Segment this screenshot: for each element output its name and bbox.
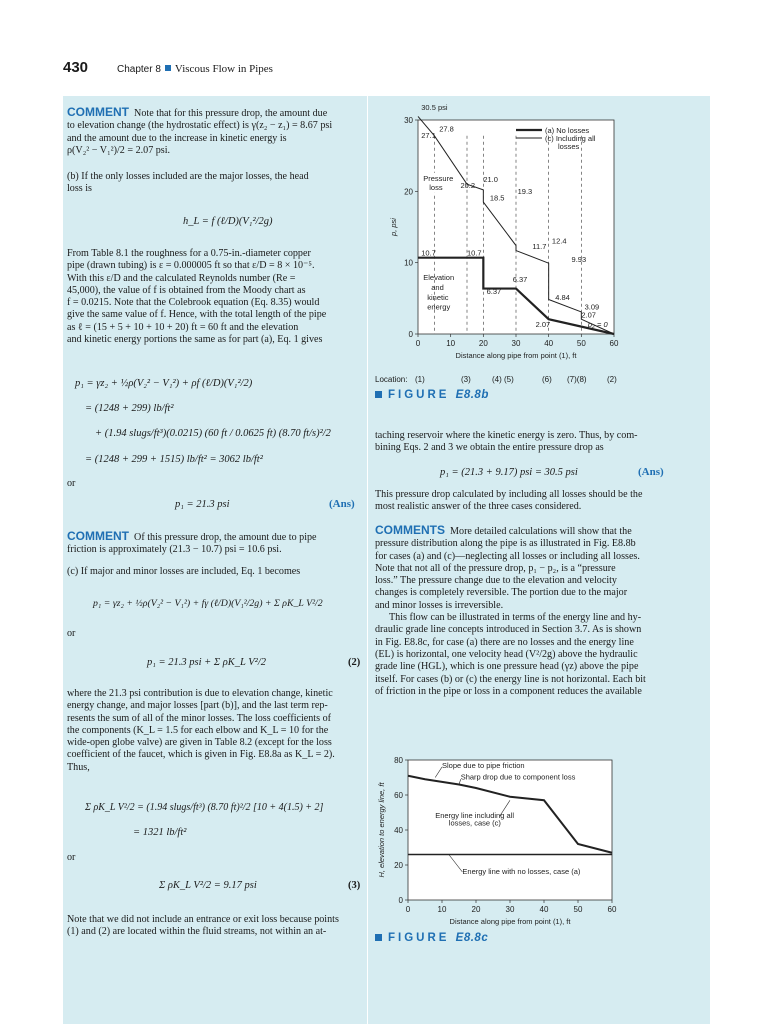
annotation-all-losses: Energy line including all [435,810,515,820]
text-line: pipe (drawn tubing) is ε = 0.000005 ft so that ε/D = 8 × 10⁻⁵. [67,260,315,272]
text-line: and kinetic energy portions the same as for part (a), Eq. 1 gives [67,334,323,346]
value-label: 2.07 [581,310,596,320]
value-label: 20.2 [460,180,476,190]
annotation-no-losses: Energy line with no losses, case (a) [462,866,581,876]
elevation-label: kinetic [427,292,449,302]
y-axis-label: H, elevation to energy line, ft [377,782,386,878]
value-label: 4.84 [555,292,570,302]
annotation-all-losses: losses, case (c) [448,818,501,828]
text-line: (c) If major and minor losses are included, Eq. 1 becomes [67,566,301,577]
or-text: or [67,478,76,489]
figure-e8-8c-chart [370,752,622,932]
location-tick: (7)(8) [567,375,587,384]
text-line: friction is approximately (21.3 − 10.7) psi = 10.6 psi. [67,544,282,556]
right-paragraph-1 [375,430,670,455]
x-tick-label: 20 [471,905,481,914]
y-tick-label: 0 [408,330,413,339]
running-header [117,63,273,75]
or-text: or [67,852,76,863]
x-tick-label: 10 [437,905,447,914]
equation-number: (2) [348,657,361,668]
legend-label-c: (c) Including all [545,134,596,143]
x-tick-label: 50 [576,339,586,348]
legend-label-a: (a) No losses [545,126,590,135]
text-line: This pressure drop calculated by including all losses should be the [375,489,643,500]
text-line: energy change, and major losses [part (b)], and the last term rep- [67,700,328,712]
x-tick-label: 60 [609,339,619,348]
caption-number: E8.8c [455,932,489,944]
value-label: 27.8 [439,124,454,134]
pressure-loss-label: loss [429,182,443,192]
location-label: Location: [375,375,408,384]
y-tick-label: 20 [404,187,413,197]
table-paragraph [67,248,363,346]
y-tick-label: 80 [394,756,403,765]
elevation-label: and [431,282,444,292]
text-line: Note that for this pressure drop, the amount due [134,108,328,119]
text-line: With this ε/D and the calculated Reynolds number (Re = [67,272,296,284]
location-tick: (1) [415,375,425,384]
annotation-friction: Slope due to pipe friction [442,760,525,770]
caption-word: FIGURE [388,932,450,944]
figure-e8-8b-chart [370,100,622,370]
chapter-title: Viscous Flow in Pipes [174,63,273,75]
value-label: 12.4 [551,236,567,246]
equation-p1-line2: = (1248 + 299) lb/ft² [85,403,174,414]
text-line: for cases (a) and (c)—neglecting all losses or including all losses. [375,550,640,562]
text-line: changes is completely reversible. The portion due to the major [375,587,628,599]
y-tick-label: 10 [404,258,413,268]
value-label: 21.0 [483,175,498,185]
text-line: Note that not all of the pressure drop, p₁ − p₂, is a “pressure [375,562,616,574]
text-line: itself. For cases (b) or (c) the energy line is not horizontal. Each bit [375,673,646,685]
part-c-text [67,566,363,578]
equation-p1-line3: + (1.94 slugs/ft³)(0.0215) (60 ft / 0.0625 ft) (8.70 ft/s)²/2 [95,428,331,439]
location-tick: (2) [607,375,617,384]
y-tick-label: 40 [394,826,403,835]
value-label: 6.37 [486,287,502,297]
answer-label: (Ans) [329,498,355,510]
figure-caption-b [375,389,489,401]
text-line: resents the sum of all of the minor losses. The loss coefficients of [67,712,331,724]
x-tick-label: 0 [415,339,421,348]
text-line: draulic grade line concepts introduced in Section 3.7. As is shown [375,624,642,636]
value-label: 3.09 [584,302,600,312]
equation-p1-result: p₁ = 21.3 psi [175,499,230,510]
equation-sum-line2: = 1321 lb/ft² [133,827,187,838]
square-bullet-icon [375,934,382,941]
x-tick-label: 50 [573,905,583,914]
where-paragraph [67,688,363,774]
caption-word: FIGURE [388,389,450,401]
y-axis-label: p, psi [389,218,398,236]
value-label: 2.07 [535,319,551,329]
text-line: taching reservoir where the kinetic energy is zero. Thus, by com- [375,430,638,441]
text-line: most realistic answer of the three cases considered. [375,501,582,513]
equation-c: p₁ = γz₂ + ½ρ(V₂² − V₁²) + fγ (ℓ/D)(V₁²/2g) + Σ ρK_L V²/2 [93,598,323,609]
value-label: 9.93 [571,254,587,264]
equation-sum-result: Σ ρK_L V²/2 = 9.17 psi [159,880,257,891]
x-tick-label: 40 [539,905,549,914]
text-line: Thus, [67,761,90,773]
x-axis-label: Distance along pipe from point (1), ft [455,351,577,360]
x-tick-label: 0 [405,905,411,914]
part-b-text [67,171,363,196]
text-line: as ℓ = (15 + 5 + 10 + 10 + 20) ft = 60 ft and the elevation [67,321,299,333]
equation-sum: Σ ρK_L V²/2 = (1.94 slugs/ft³) (8.70 ft)²/2 [10 + 4(1.5) + 2] [85,802,324,813]
note-paragraph [67,914,363,939]
location-tick: (3) [461,375,471,384]
value-label: 10.7 [421,248,436,258]
x-tick-label: 60 [607,905,617,914]
equation-c2: p₁ = 21.3 psi + Σ ρK_L V²/2 [147,657,266,668]
equation-head-loss: h_L = f (ℓ/D)(V₁²/2g) [183,216,273,227]
caption-number: E8.8b [455,389,489,401]
square-bullet-icon [165,65,171,71]
text-line: coefficient of the faucet, which is given in Fig. E8.8a as K_L = 2). [67,749,335,761]
text-line: to elevation change (the hydrostatic effect) is γ(z₂ − z₁) = 8.67 psi [67,120,333,132]
text-line: (1) and (2) are located within the fluid streams, not within an at- [67,926,327,938]
value-label: 19.3 [517,187,533,197]
y-tick-label: 30 [404,116,413,125]
value-label: 18.5 [489,193,505,203]
pressure-loss-label: Pressure [423,173,454,183]
text-line: grade line (HGL), which is one pressure head (γz) above the pipe [375,661,639,673]
x-tick-label: 20 [478,339,488,348]
text-line: 45,000), the value of f is obtained from the Moody chart as [67,284,306,296]
text-line: Of this pressure drop, the amount due to pipe [134,532,317,543]
text-line: give the same value of f. Hence, with the total length of the pipe [67,309,327,321]
text-line: (b) If the only losses included are the major losses, the head [67,171,309,182]
text-line: From Table 8.1 the roughness for a 0.75-in.-diameter copper [67,248,311,259]
value-label: 10.7 [467,248,482,258]
text-line: the components (K_L = 1.5 for each elbow and K_L = 10 for the [67,724,329,736]
comment-heading: COMMENT [67,529,129,543]
x-tick-label: 30 [511,339,521,348]
x-tick-label: 40 [544,339,554,348]
text-line: wide-open globe valve) are given in Table 8.2 (except for the loss [67,737,332,749]
y-tick-label: 60 [394,791,403,800]
value-label: 27.1 [421,130,436,140]
left-column [63,96,367,1024]
x-tick-label: 30 [505,905,515,914]
text-line: in Fig. E8.8c, for case (a) there are no losses and the energy line [375,636,634,648]
text-line: and the amount due to the increase in kinetic energy is [67,132,287,144]
value-label: 30.5 psi [421,103,448,113]
comments-heading: COMMENTS [375,523,445,537]
elevation-label: energy [427,302,451,312]
text-line: Note that we did not include an entrance or exit loss because points [67,914,339,925]
chapter-label: Chapter 8 [117,64,161,75]
text-line: f = 0.0215. Note that the Colebrook equation (Eq. 8.35) would [67,297,320,309]
equation-total-drop: p₁ = (21.3 + 9.17) psi = 30.5 psi [440,467,578,478]
p2-label: p₂ = 0 [587,319,608,329]
y-tick-label: 0 [398,896,403,905]
comments-paragraph [375,524,670,698]
text-line: This flow can be illustrated in terms of the energy line and hy- [389,612,642,624]
value-label: 6.37 [512,274,528,284]
figure-caption-c [375,932,488,944]
legend-label-c: losses [558,142,580,151]
annotation-sharp-drop: Sharp drop due to component loss [460,772,576,782]
comment-2 [67,530,363,557]
or-text: or [67,628,76,639]
y-tick-label: 20 [394,861,403,870]
location-tick: (6) [542,375,552,384]
page-number: 430 [63,59,89,76]
text-line: (EL) is horizontal, one velocity head (V²/2g) above the hydraulic [375,648,638,660]
right-paragraph-2 [375,489,670,514]
x-tick-label: 10 [446,339,456,348]
text-line: of friction in the pipe or loss in a component reduces the available [375,685,642,697]
equation-p1-line4: = (1248 + 299 + 1515) lb/ft² = 3062 lb/ft² [85,454,263,465]
text-line: ρ(V₂² − V₁²)/2 = 2.07 psi. [67,144,171,156]
answer-label: (Ans) [638,466,664,478]
equation-number: (3) [348,880,361,891]
square-bullet-icon [375,391,382,398]
text-line: bining Eqs. 2 and 3 we obtain the entire pressure drop as [375,442,604,454]
x-axis-label: Distance along pipe from point (1), ft [449,917,571,926]
text-line: and minor losses is irreversible. [375,599,504,611]
equation-p1: p₁ = γz₂ + ½ρ(V₂² − V₁²) + ρf (ℓ/D)(V₁²/2) [75,378,253,389]
text-line: pressure distribution along the pipe is as illustrated in Fig. E8.8b [375,538,636,550]
text-line: More detailed calculations will show that the [450,526,632,537]
comment-1 [67,106,363,157]
comment-heading: COMMENT [67,105,129,119]
value-label: 11.7 [532,242,547,252]
location-tick: (4) (5) [492,375,514,384]
text-line: loss.” The pressure change due to the elevation and velocity [375,575,617,587]
text-line: loss is [67,183,92,195]
elevation-label: Elevation [423,272,455,282]
text-line: where the 21.3 psi contribution is due to elevation change, kinetic [67,688,333,699]
